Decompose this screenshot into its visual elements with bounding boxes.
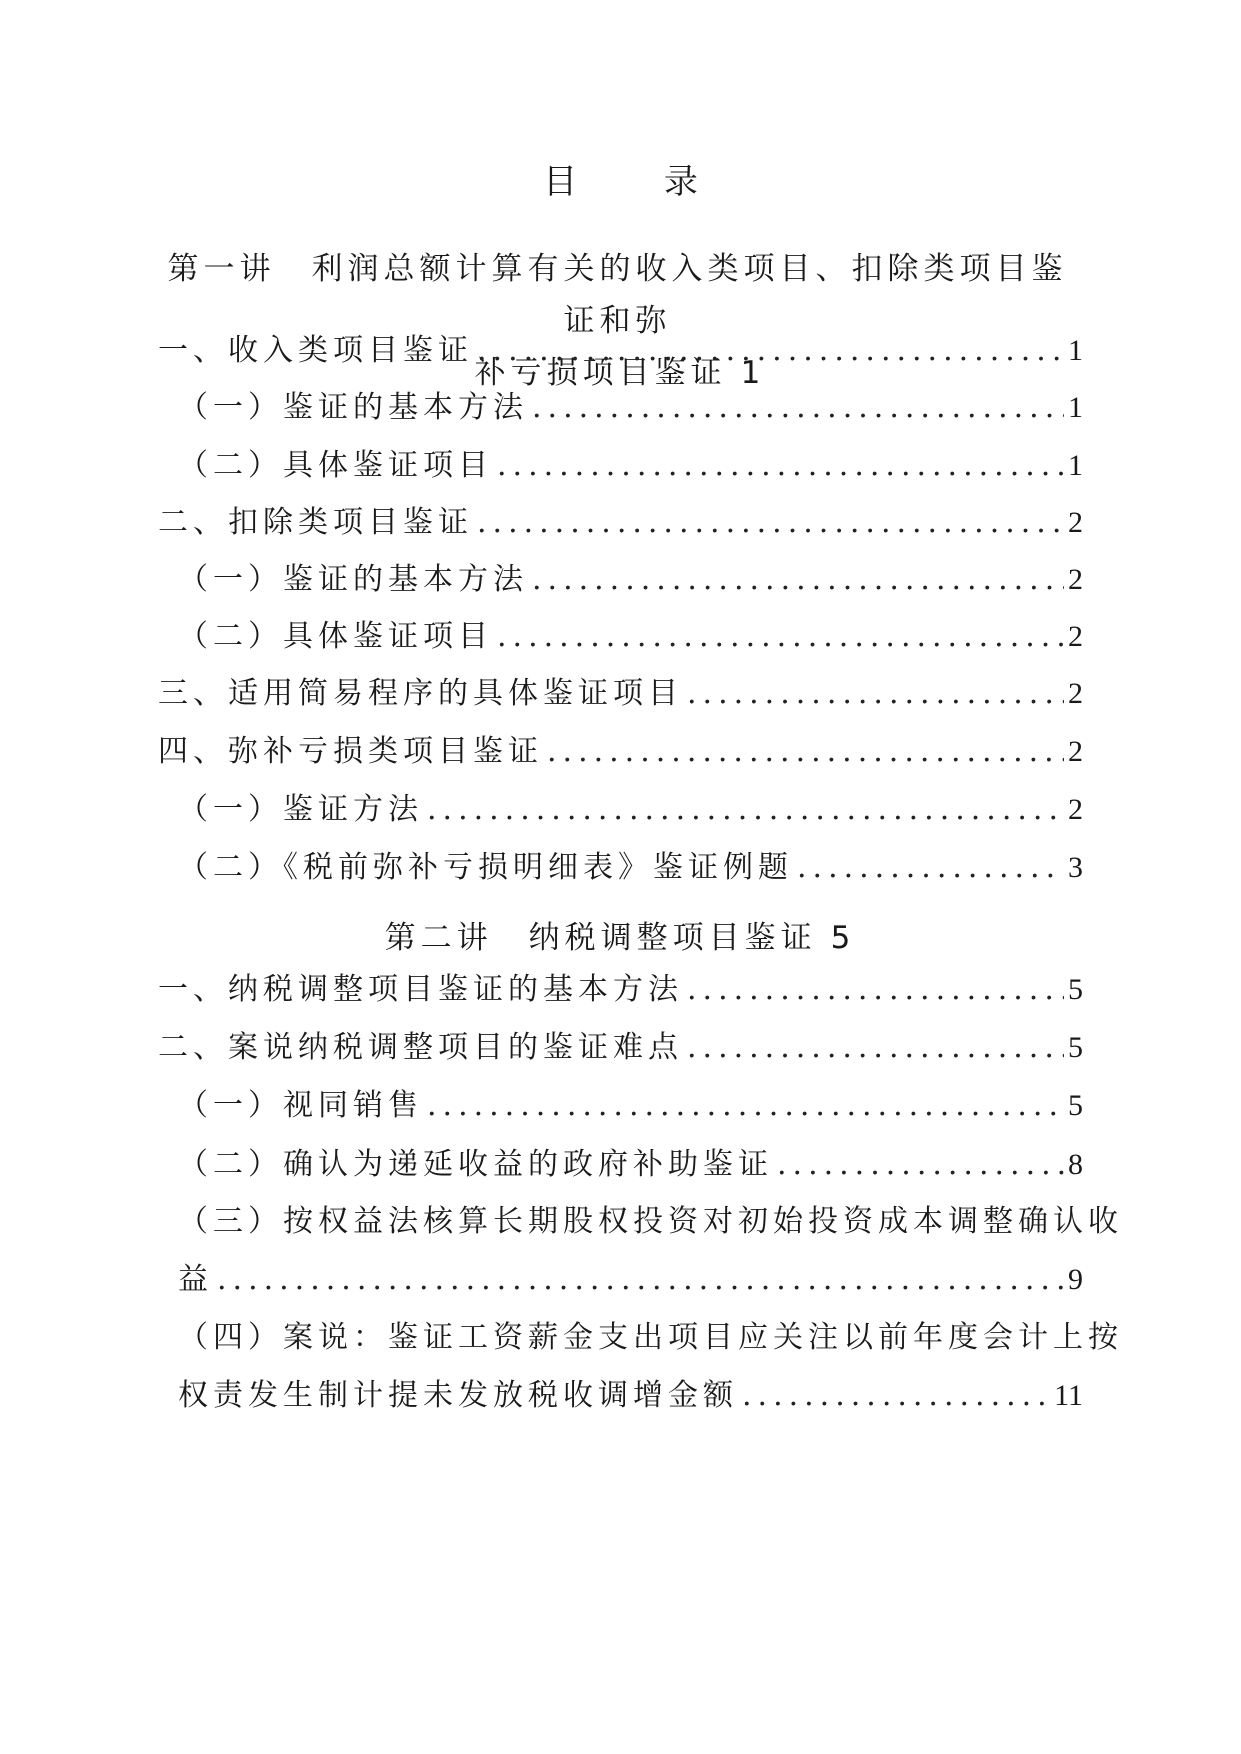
toc-entry-text: （一）鉴证的基本方法: [178, 390, 528, 425]
leader-dots: [777, 1145, 1064, 1185]
toc-entry-page: 2: [1068, 735, 1083, 768]
toc-entry[interactable]: [178, 790, 1083, 830]
toc-entry-page: 5: [1068, 1089, 1083, 1122]
toc-entry[interactable]: [158, 732, 1083, 772]
toc-entry-page: 5: [1068, 973, 1083, 1006]
toc-entry-page: 8: [1068, 1148, 1083, 1181]
toc-entry-text: （二）《税前弥补亏损明细表》鉴证例题: [178, 850, 793, 885]
toc-entry-page: 11: [1054, 1379, 1083, 1412]
toc-entry-text: （一）鉴证的基本方法: [178, 562, 528, 597]
toc-entry-text: 二、案说纳税调整项目的鉴证难点: [158, 1030, 683, 1065]
toc-entry[interactable]: [158, 970, 1083, 1010]
lecture-1-page: 1: [740, 355, 761, 391]
toc-entry-text: 三、适用简易程序的具体鉴证项目: [158, 676, 683, 711]
toc-entry-page: 2: [1068, 620, 1083, 653]
lecture-2-page: 5: [830, 920, 851, 956]
toc-entry-four-line1[interactable]: （四）案说：鉴证工资薪金支出项目应关注以前年度会计上按: [178, 1320, 1123, 1355]
toc-entry-text: 一、收入类项目鉴证: [158, 333, 473, 368]
leader-dots: [477, 503, 1064, 543]
leader-dots: [477, 331, 1064, 371]
toc-entry-page: 3: [1068, 851, 1083, 884]
toc-entry-four-cont[interactable]: [178, 1376, 1083, 1416]
leader-dots: [427, 1086, 1064, 1126]
toc-entry-text: （一）鉴证方法: [178, 792, 423, 827]
toc-entry[interactable]: [178, 388, 1083, 428]
toc-entry-page: 5: [1068, 1031, 1083, 1064]
toc-entry-three-cont[interactable]: [178, 1260, 1083, 1300]
leader-dots: [687, 1028, 1064, 1068]
toc-entry-page: 1: [1068, 449, 1083, 482]
leader-dots: [497, 617, 1064, 657]
lecture-1-line1: 第一讲 利润总额计算有关的收入类项目、扣除类项目鉴证和弥: [167, 251, 1068, 339]
leader-dots: [797, 848, 1064, 888]
toc-entry-page: 2: [1068, 506, 1083, 539]
toc-entry-text: （二）确认为递延收益的政府补助鉴证: [178, 1147, 773, 1182]
toc-entry-text: 二、扣除类项目鉴证: [158, 505, 473, 540]
lecture-2-heading[interactable]: [150, 912, 1085, 964]
leader-dots: [497, 446, 1064, 486]
toc-entry[interactable]: [178, 1086, 1083, 1126]
toc-entry[interactable]: [178, 446, 1083, 486]
lecture-2-title: 第二讲 纳税调整项目鉴证: [384, 920, 817, 956]
toc-entry-text: 四、弥补亏损类项目鉴证: [158, 734, 543, 769]
toc-entry-text: （一）视同销售: [178, 1088, 423, 1123]
toc-entry-text: 权责发生制计提未发放税收调增金额: [178, 1378, 738, 1413]
leader-dots: [687, 970, 1064, 1010]
toc-entry-text: （二）具体鉴证项目: [178, 448, 493, 483]
toc-entry[interactable]: [158, 1028, 1083, 1068]
toc-entry-page: 2: [1068, 793, 1083, 826]
toc-entry[interactable]: [158, 674, 1083, 714]
toc-entry[interactable]: [178, 1145, 1083, 1185]
leader-dots: [532, 388, 1064, 428]
toc-entry-page: 1: [1068, 334, 1083, 367]
lecture-1-line2: 补亏损项目鉴证: [474, 355, 727, 391]
toc-entry-page: 2: [1068, 677, 1083, 710]
page-title: 目 录: [543, 162, 736, 202]
leader-dots: [532, 560, 1064, 600]
toc-entry-text: 一、纳税调整项目鉴证的基本方法: [158, 972, 683, 1007]
toc-entry-page: 1: [1068, 391, 1083, 424]
lecture-1-heading[interactable]: [150, 243, 1085, 399]
leader-dots: [427, 790, 1064, 830]
toc-entry[interactable]: [178, 560, 1083, 600]
toc-entry-page: 2: [1068, 563, 1083, 596]
toc-entry[interactable]: [158, 331, 1083, 371]
toc-entry[interactable]: [178, 617, 1083, 657]
toc-entry-text: （二）具体鉴证项目: [178, 619, 493, 654]
toc-entry[interactable]: [158, 503, 1083, 543]
leader-dots: [687, 674, 1064, 714]
toc-entry-page: 9: [1068, 1263, 1083, 1296]
toc-entry-text: 益: [178, 1262, 213, 1297]
leader-dots: [742, 1376, 1050, 1416]
toc-entry-three-line1[interactable]: （三）按权益法核算长期股权投资对初始投资成本调整确认收: [178, 1204, 1123, 1239]
leader-dots: [547, 732, 1064, 772]
leader-dots: [217, 1260, 1064, 1300]
toc-entry[interactable]: [178, 848, 1083, 888]
